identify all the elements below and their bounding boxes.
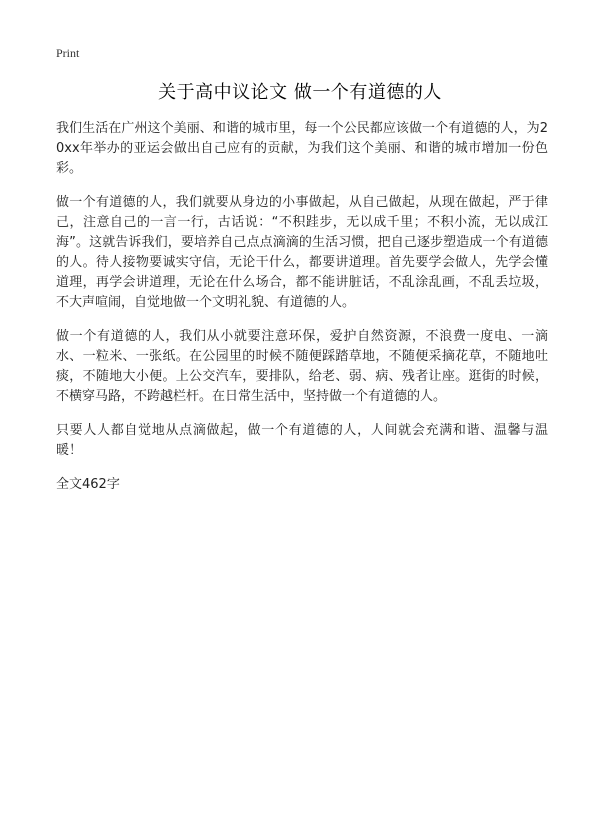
page-title: 关于高中议论文 做一个有道德的人 — [158, 82, 442, 103]
paragraph-1: 我们生活在广州这个美丽、和谐的城市里，每一个公民都应该做一个有道德的人，为20xx年举办的亚运会做出自己应有的贡献，为我们这个美丽、和谐的城市增加一份色彩。 — [56, 121, 548, 176]
print-label: Print — [56, 46, 80, 60]
article-body — [56, 119, 548, 495]
paragraph-2: 做一个有道德的人，我们就要从身边的小事做起，从自己做起，从现在做起，严于律己，注意自己的一言一行，古话说：“不积跬步，无以成千里；不积小流，无以成江海”。这就告诉我们，要培养自己点点滴滴的生活习惯，把自己逐步塑造成一个有道德的人。待人接物要诚实守信，无论干什么，都要讲道理。首先要学会做人，先学会懂道理，再学会讲道理，无论在什么场合，都不能讲脏话，不乱涂乱画，不乱丢垃圾，不大声喧闹，自觉地做一个文明礼貌、有道德的人。 — [56, 195, 548, 310]
paragraph-4: 只要人人都自觉地从点滴做起，做一个有道德的人，人间就会充满和谐、温馨与温暖！ — [56, 423, 548, 458]
paragraph-3: 做一个有道德的人，我们从小就要注意环保，爱护自然资源，不浪费一度电、一滴水、一粒米、一张纸。在公园里的时候不随便踩踏草地，不随便采摘花草，不随地吐痰，不随地大小便。上公交汽车，要排队，给老、弱、病、残者让座。逛街的时候，不横穿马路，不跨越栏杆。在日常生活中，坚持做一个有道德的人。 — [56, 329, 548, 404]
word-count: 全文462字 — [56, 477, 120, 492]
